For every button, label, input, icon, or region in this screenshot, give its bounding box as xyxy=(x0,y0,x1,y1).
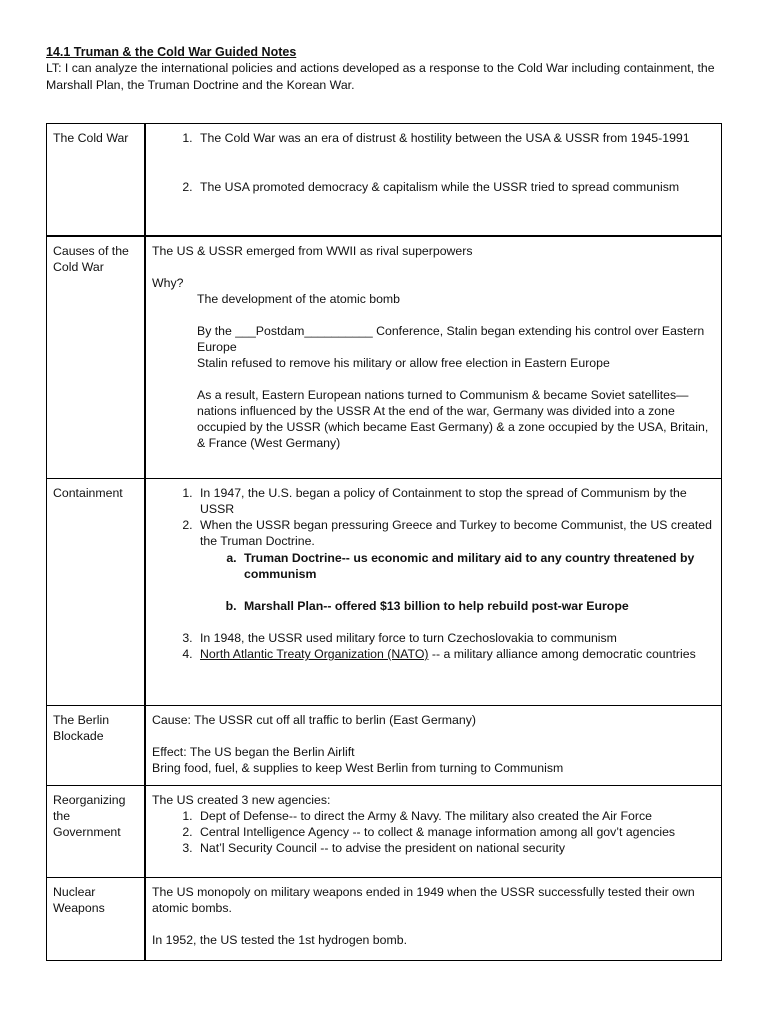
reorg-intro: The US created 3 new agencies: xyxy=(152,793,331,807)
row-label-causes: Causes of the Cold War xyxy=(47,236,146,479)
containment-item2-text: When the USSR began pressuring Greece and Turkey to become Communist, the US created the Truman Doctrine. xyxy=(200,518,712,548)
list-item: 3. Nat’l Security Council -- to advise the president on national security xyxy=(196,840,715,856)
reorg-list xyxy=(152,808,715,856)
berlin-effect: Effect: The US began the Berlin Airlift xyxy=(152,745,355,759)
row-content-causes xyxy=(145,236,722,479)
list-item: 2. Central Intelligence Agency -- to collect & manage information among all gov’t agencies xyxy=(196,824,715,840)
row-cold-war xyxy=(47,124,722,236)
row-causes xyxy=(47,236,722,479)
row-label-cold-war: The Cold War xyxy=(47,124,146,236)
row-label-reorganizing: Reorganizing the Government xyxy=(47,786,146,878)
row-content-nuclear xyxy=(145,878,722,961)
list-item: 1. In 1947, the U.S. began a policy of Containment to stop the spread of Communism by the USSR xyxy=(196,485,715,517)
sub-item-marshall-plan: b. Marshall Plan-- offered $13 billion to help rebuild post-war Europe xyxy=(240,598,715,614)
row-berlin xyxy=(47,706,722,786)
cold-war-list xyxy=(152,130,715,195)
nuclear-p2: In 1952, the US tested the 1st hydrogen bomb. xyxy=(152,933,407,947)
containment-list xyxy=(152,485,715,662)
row-label-containment: Containment xyxy=(47,479,146,706)
list-item xyxy=(196,646,715,662)
row-reorganizing xyxy=(47,786,722,878)
sub-item-truman-doctrine: a. Truman Doctrine-- us economic and military aid to any country threatened by communism xyxy=(240,550,715,582)
causes-why: Why? xyxy=(152,275,184,290)
row-label-berlin: The Berlin Blockade xyxy=(47,706,146,786)
row-nuclear xyxy=(47,878,722,961)
row-content-containment xyxy=(145,479,722,706)
row-label-nuclear: Nuclear Weapons xyxy=(47,878,146,961)
causes-result: As a result, Eastern European nations turned to Communism & became Soviet satellites—nations influenced by the USSR At the end of the war, Germany was divided into a zone occupied by the USSR (which became East Germany) & a zone occupied by the USA, Britain, & France (West Germany) xyxy=(197,387,709,450)
notes-table xyxy=(46,123,722,961)
list-item: 1. Dept of Defense-- to direct the Army & Navy. The military also created the Air Force xyxy=(196,808,715,824)
containment-sublist xyxy=(200,550,715,614)
causes-atomic: The development of the atomic bomb xyxy=(197,291,401,306)
document-header xyxy=(46,44,722,93)
causes-stalin: Stalin refused to remove his military or allow free election in Eastern Europe xyxy=(197,355,610,370)
list-item: 2. The USA promoted democracy & capitalism while the USSR tried to spread communism xyxy=(196,179,715,195)
row-containment xyxy=(47,479,722,706)
row-content-berlin xyxy=(145,706,722,786)
row-content-cold-war xyxy=(145,124,722,236)
causes-postdam: By the ___Postdam__________ Conference, Stalin began extending his control over Eastern Europe xyxy=(197,323,705,354)
list-item: 1. The Cold War was an era of distrust & hostility between the USA & USSR from 1945-1991 xyxy=(196,130,715,146)
list-item: 3. In 1948, the USSR used military force to turn Czechoslovakia to communism xyxy=(196,630,715,646)
berlin-bring: Bring food, fuel, & supplies to keep West Berlin from turning to Communism xyxy=(152,761,564,775)
nato-link-text: North Atlantic Treaty Organization (NATO) xyxy=(200,647,429,661)
list-item xyxy=(196,517,715,614)
page-title: 14.1 Truman & the Cold War Guided Notes xyxy=(46,45,297,59)
nato-desc: -- a military alliance among democratic countries xyxy=(428,647,696,661)
berlin-cause: Cause: The USSR cut off all traffic to berlin (East Germany) xyxy=(152,713,476,727)
learning-target: LT: I can analyze the international policies and actions developed as a response to the Cold War including containment, the Marshall Plan, the Truman Doctrine and the Korean War. xyxy=(46,61,715,92)
row-content-reorganizing xyxy=(145,786,722,878)
causes-intro: The US & USSR emerged from WWII as rival superpowers xyxy=(152,243,473,258)
nuclear-p1: The US monopoly on military weapons ended in 1949 when the USSR successfully tested their own atomic bombs. xyxy=(152,885,695,915)
